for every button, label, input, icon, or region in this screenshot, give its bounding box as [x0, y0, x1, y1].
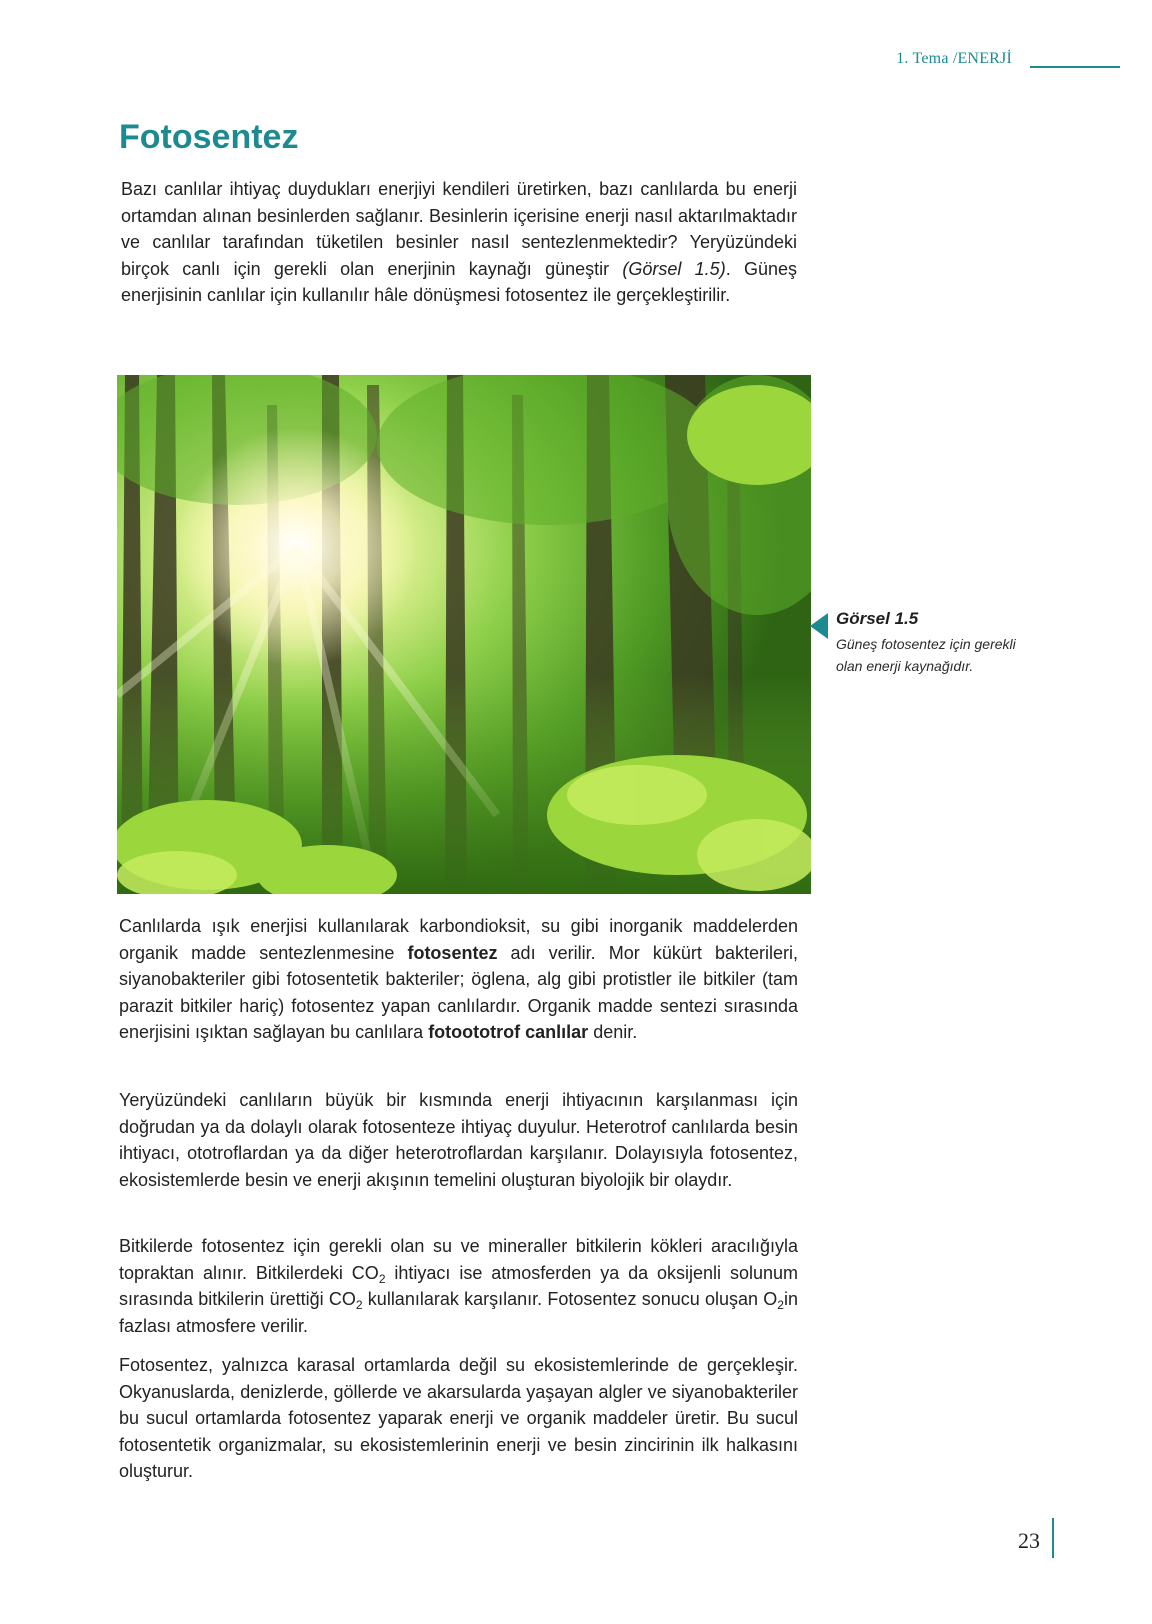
theme-label: 1. Tema /ENERJİ [896, 50, 1012, 67]
paragraph-definition [119, 913, 798, 1046]
p3-text-2: ihtiyacı ise atmosferden ya da oksijenli solunum sırasında bitkilerin ürettiği CO [119, 1262, 798, 1309]
p1-text-1: Canlılarda ışık enerjisi kullanılarak karbondioksit, su gibi inorganik maddelerden organik madde sentezlenmesine [119, 916, 798, 963]
paragraph-plant-inputs [119, 1233, 798, 1339]
intro-paragraph [121, 176, 797, 309]
p3-subscript-1: 2 [378, 1271, 386, 1286]
caption-pointer-icon [810, 613, 828, 639]
paragraph-aquatic: Fotosentez, yalnızca karasal ortamlarda değil su ekosistemlerinde de gerçekleşir. Okyanuslarda, denizlerde, göllerde ve akarsularda yaşayan algler ve siyanobakteriler bu sucul ortamlarda fotosentez yaparak enerji ve organik maddeler üretir. Bu sucul fotosentetik organizmalar, su ekosistemlerinin enerji ve besin zincirinin ilk halkasını oluşturur. [119, 1355, 798, 1481]
figure-caption [836, 609, 1036, 677]
intro-text-1: Bazı canlılar ihtiyaç duydukları enerjiyi kendileri üretirken, bazı canlılarda bu enerji ortamdan alınan besinlerden sağlanır. Besinlerin içerisine enerji nasıl aktarılmaktadır ve canlılar tarafından tüketilen besinler nasıl sentezlenmektedir? Yeryüzündeki birçok canlı için gerekli olan enerjinin kaynağı güneştir [121, 179, 797, 279]
header-rule [1030, 66, 1120, 68]
p3-subscript-3: 2 [777, 1298, 784, 1312]
p3-subscript-2: 2 [355, 1298, 363, 1312]
page-number-rule [1052, 1518, 1054, 1558]
p3-text-1: Bitkilerde fotosentez için gerekli olan su ve mineraller bitkilerin kökleri aracılığıyla topraktan alınır. Bitkilerdeki CO [119, 1236, 798, 1283]
p3-text-4: in fazlası atmosfere verilir. [119, 1289, 798, 1336]
figure-reference: (Görsel 1.5) [622, 258, 726, 279]
term-fotosentez: fotosentez [407, 942, 498, 963]
intro-text-2: . Güneş enerjisinin canlılar için kullanılır hâle dönüşmesi fotosentez ile gerçekleştirilir. [121, 258, 797, 305]
forest-photo [117, 375, 811, 894]
paragraph-energy-need: Yeryüzündeki canlıların büyük bir kısmında enerji ihtiyacının karşılanması için doğrudan ya da dolaylı olarak fotosenteze ihtiyaç duyulur. Heterotrof canlılarda besin ihtiyacı, ototroflardan ya da diğer heterotroflardan karşılanır. Dolayısıyla fotosentez, ekosistemlerde besin ve enerji akışının temelini oluşturan biyolojik bir olaydır. [119, 1090, 798, 1190]
figure-caption-text: Güneş fotosentez için gerekli olan enerji kaynağıdır. [836, 636, 1016, 674]
figure-label: Görsel 1.5 [836, 609, 919, 628]
running-header [0, 50, 1152, 74]
term-fotoototrof: fotoototrof canlılar [428, 1022, 589, 1042]
page-number: 23 [1018, 1528, 1040, 1553]
p1-text-2: adı verilir. Mor kükürt bakterileri, siyanobakteriler gibi fotosentetik bakteriler; öglena, alg gibi protistler ile bitkiler (tam parazit bitkiler hariç) fotosentez yapan canlılardır. Organik madde sentezi sırasında enerjisini ışıktan sağlayan bu canlılara [119, 942, 799, 1042]
p3-text-3: kullanılarak karşılanır. Fotosentez sonucu oluşan O [362, 1289, 778, 1309]
forest-illustration [117, 375, 811, 894]
section-title: Fotosentez [119, 118, 299, 156]
p1-text-3: denir. [588, 1022, 638, 1042]
